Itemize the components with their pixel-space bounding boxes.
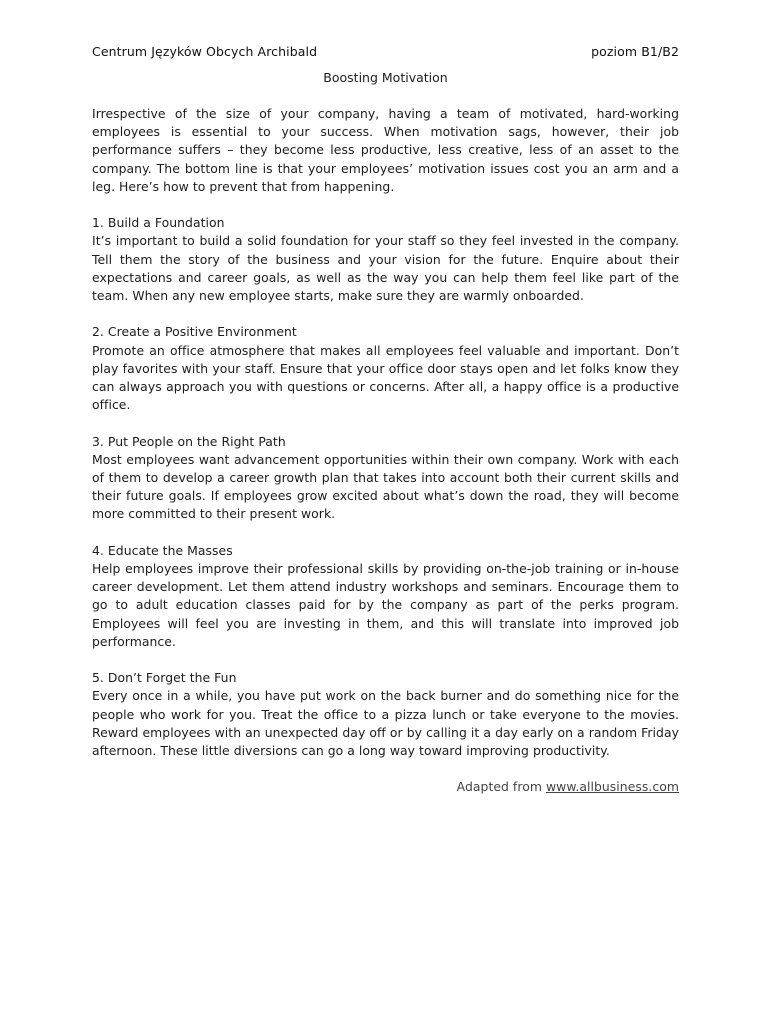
document-page — [92, 44, 679, 796]
page-header — [92, 44, 679, 64]
section-heading: 1. Build a Foundation — [92, 215, 225, 231]
header-level: poziom B1/B2 — [591, 44, 679, 59]
section-5 — [92, 669, 679, 760]
section-3 — [92, 433, 679, 524]
document-body — [92, 105, 679, 796]
section-1 — [92, 214, 679, 305]
source-link[interactable]: www.allbusiness.com — [545, 779, 679, 795]
header-school-name: Centrum Języków Obcych Archibald — [92, 44, 318, 59]
source-attribution — [92, 778, 679, 796]
section-2 — [92, 323, 679, 414]
intro-paragraph: Irrespective of the size of your company, having a team of motivated, hard-working employees is essential to your success. When motivation sags, however, their job performance suffers – they become less productive, less creative, less of an asset to the company. The bottom line is that your employees’ motivation issues cost you an arm and a leg. Here’s how to prevent that from happening. — [92, 106, 679, 194]
section-4 — [92, 542, 679, 651]
source-prefix: Adapted from — [456, 779, 546, 795]
section-heading: 2. Create a Positive Environment — [92, 324, 297, 340]
section-text: Promote an office atmosphere that makes all employees feel valuable and important. Don’t play favorites with your staff. Ensure that your office door stays open and let folks know they can always approach you with questions or concerns. After all, a happy office is a productive office. — [92, 342, 679, 413]
section-text: Help employees improve their professional skills by providing on-the-job training or in-house career development. Let them attend industry workshops and seminars. Encourage them to go to adult education classes paid for by the company as part of the perks program. Employees will feel you are investing in them, and this will translate into improved job performance. — [92, 561, 679, 649]
document-title: Boosting Motivation — [323, 70, 448, 85]
section-heading: 3. Put People on the Right Path — [92, 433, 286, 449]
section-heading: 5. Don’t Forget the Fun — [92, 670, 237, 686]
section-text: It’s important to build a solid foundation for your staff so they feel invested in the company. Tell them the story of the business and your vision for the future. Enquire about their expectations and career goals, as well as the way you can help them feel like part of the team. When any new employee starts, make sure they are warmly onboarded. — [92, 233, 679, 304]
section-heading: 4. Educate the Masses — [92, 542, 233, 558]
section-text: Most employees want advancement opportunities within their own company. Work with each of them to develop a career growth plan that takes into account both their current skills and their future goals. If employees grow excited about what’s down the road, they will become more committed to their present work. — [92, 451, 679, 522]
section-text: Every once in a while, you have put work on the back burner and do something nice for the people who work for you. Treat the office to a pizza lunch or take everyone to the movies. Reward employees with an unexpected day off or by calling it a day early on a random Friday afternoon. These little diversions can go a long way toward improving productivity. — [92, 688, 679, 759]
